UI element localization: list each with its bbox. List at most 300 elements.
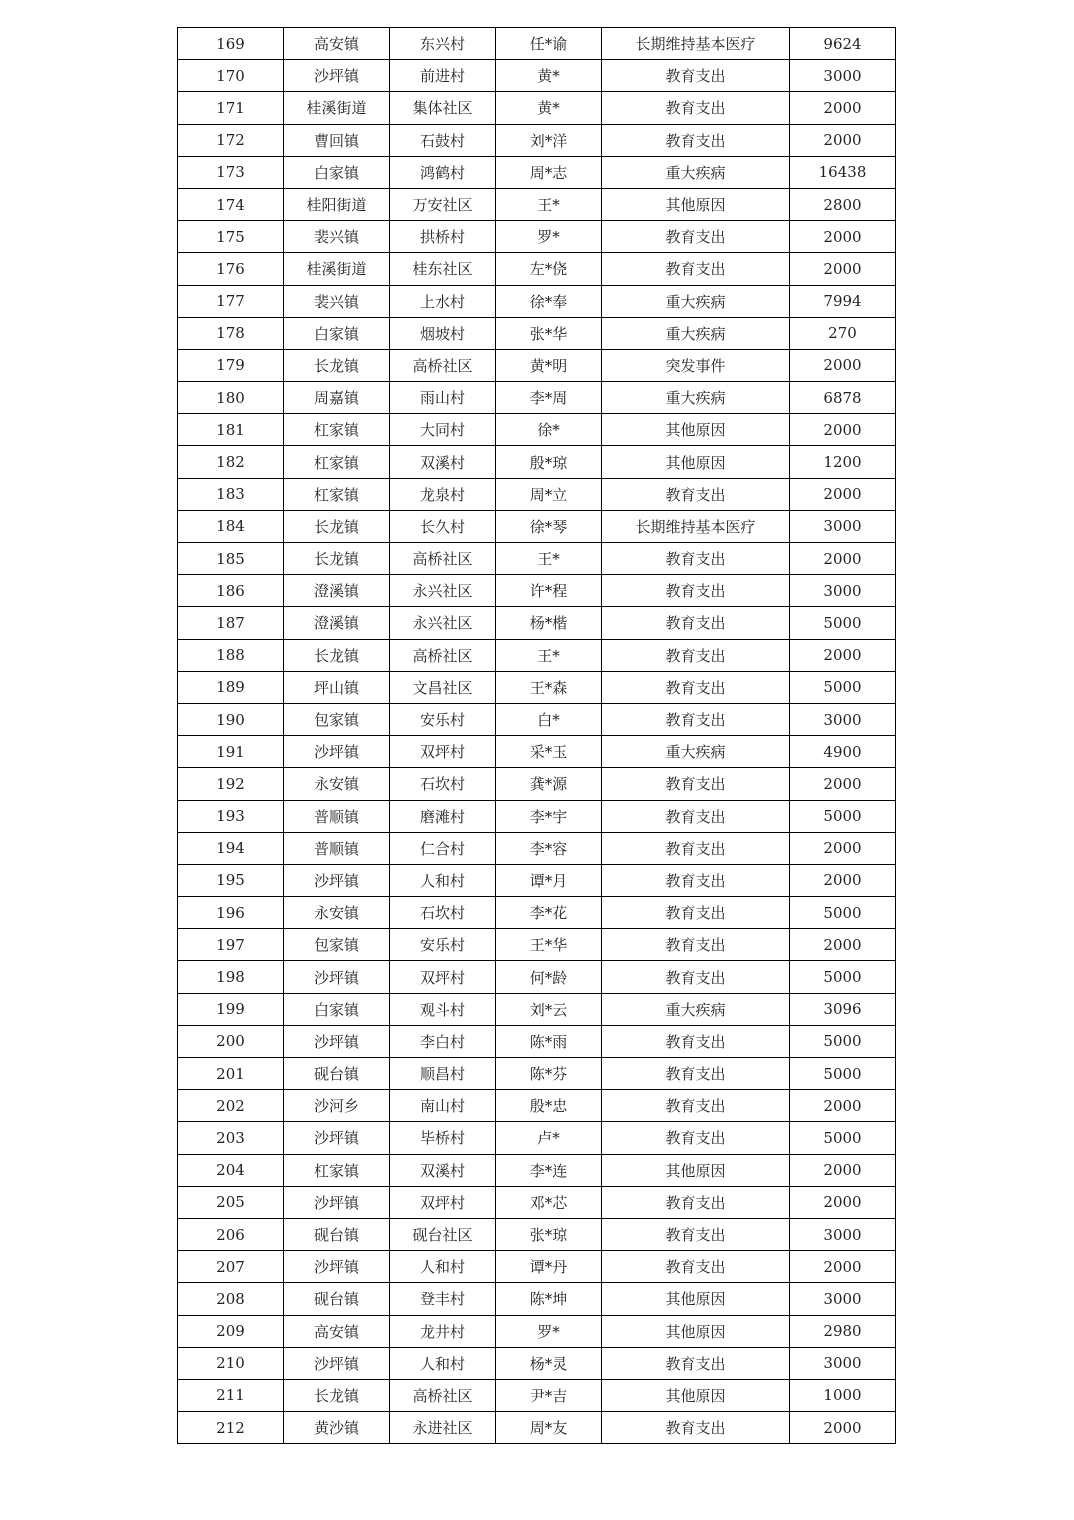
table-row bbox=[178, 575, 896, 607]
recipient-name-cell: 谭*月 bbox=[496, 864, 602, 896]
reason-cell: 教育支出 bbox=[602, 575, 790, 607]
row-number-cell: 186 bbox=[178, 575, 284, 607]
table-row bbox=[178, 864, 896, 896]
township-cell: 澄溪镇 bbox=[284, 575, 390, 607]
amount-cell: 2800 bbox=[790, 188, 896, 220]
recipient-name-cell: 卢* bbox=[496, 1122, 602, 1154]
village-cell: 集体社区 bbox=[390, 92, 496, 124]
recipient-name-cell: 陈*雨 bbox=[496, 1025, 602, 1057]
township-cell: 杠家镇 bbox=[284, 1154, 390, 1186]
table-row bbox=[178, 1315, 896, 1347]
reason-cell: 教育支出 bbox=[602, 1186, 790, 1218]
reason-cell: 重大疾病 bbox=[602, 736, 790, 768]
table-row bbox=[178, 929, 896, 961]
township-cell: 普顺镇 bbox=[284, 800, 390, 832]
village-cell: 龙泉村 bbox=[390, 478, 496, 510]
table-row bbox=[178, 1379, 896, 1411]
recipient-name-cell: 李*宇 bbox=[496, 800, 602, 832]
township-cell: 沙坪镇 bbox=[284, 1251, 390, 1283]
recipient-name-cell: 王* bbox=[496, 543, 602, 575]
reason-cell: 其他原因 bbox=[602, 414, 790, 446]
row-number-cell: 204 bbox=[178, 1154, 284, 1186]
recipient-name-cell: 张*琼 bbox=[496, 1218, 602, 1250]
table-row bbox=[178, 382, 896, 414]
village-cell: 人和村 bbox=[390, 864, 496, 896]
row-number-cell: 212 bbox=[178, 1412, 284, 1444]
village-cell: 雨山村 bbox=[390, 382, 496, 414]
reason-cell: 教育支出 bbox=[602, 253, 790, 285]
village-cell: 大同村 bbox=[390, 414, 496, 446]
row-number-cell: 193 bbox=[178, 800, 284, 832]
village-cell: 双坪村 bbox=[390, 1186, 496, 1218]
table-row bbox=[178, 736, 896, 768]
village-cell: 人和村 bbox=[390, 1347, 496, 1379]
village-cell: 东兴村 bbox=[390, 28, 496, 60]
recipient-name-cell: 白* bbox=[496, 703, 602, 735]
township-cell: 长龙镇 bbox=[284, 543, 390, 575]
amount-cell: 2000 bbox=[790, 832, 896, 864]
township-cell: 长龙镇 bbox=[284, 349, 390, 381]
amount-cell: 3000 bbox=[790, 510, 896, 542]
township-cell: 砚台镇 bbox=[284, 1058, 390, 1090]
table-row bbox=[178, 1025, 896, 1057]
village-cell: 永兴社区 bbox=[390, 575, 496, 607]
reason-cell: 重大疾病 bbox=[602, 382, 790, 414]
table-row bbox=[178, 510, 896, 542]
reason-cell: 教育支出 bbox=[602, 864, 790, 896]
row-number-cell: 200 bbox=[178, 1025, 284, 1057]
recipient-name-cell: 谭*丹 bbox=[496, 1251, 602, 1283]
village-cell: 仁合村 bbox=[390, 832, 496, 864]
village-cell: 双溪村 bbox=[390, 446, 496, 478]
reason-cell: 其他原因 bbox=[602, 446, 790, 478]
recipient-name-cell: 陈*坤 bbox=[496, 1283, 602, 1315]
recipient-name-cell: 任*谕 bbox=[496, 28, 602, 60]
recipient-name-cell: 陈*芬 bbox=[496, 1058, 602, 1090]
township-cell: 曹回镇 bbox=[284, 124, 390, 156]
recipient-name-cell: 徐*奉 bbox=[496, 285, 602, 317]
recipient-name-cell: 罗* bbox=[496, 1315, 602, 1347]
reason-cell: 教育支出 bbox=[602, 832, 790, 864]
village-cell: 拱桥村 bbox=[390, 221, 496, 253]
table-row bbox=[178, 607, 896, 639]
reason-cell: 教育支出 bbox=[602, 478, 790, 510]
amount-cell: 2000 bbox=[790, 1251, 896, 1283]
reason-cell: 长期维持基本医疗 bbox=[602, 510, 790, 542]
reason-cell: 其他原因 bbox=[602, 1379, 790, 1411]
village-cell: 李白村 bbox=[390, 1025, 496, 1057]
recipient-name-cell: 徐*琴 bbox=[496, 510, 602, 542]
township-cell: 澄溪镇 bbox=[284, 607, 390, 639]
reason-cell: 其他原因 bbox=[602, 188, 790, 220]
amount-cell: 2000 bbox=[790, 1186, 896, 1218]
township-cell: 包家镇 bbox=[284, 703, 390, 735]
row-number-cell: 174 bbox=[178, 188, 284, 220]
township-cell: 沙河乡 bbox=[284, 1090, 390, 1122]
recipient-name-cell: 左*侥 bbox=[496, 253, 602, 285]
township-cell: 包家镇 bbox=[284, 929, 390, 961]
table-row bbox=[178, 961, 896, 993]
township-cell: 高安镇 bbox=[284, 1315, 390, 1347]
township-cell: 桂溪街道 bbox=[284, 92, 390, 124]
table-row bbox=[178, 478, 896, 510]
row-number-cell: 196 bbox=[178, 897, 284, 929]
table-row bbox=[178, 60, 896, 92]
recipient-name-cell: 李*花 bbox=[496, 897, 602, 929]
recipient-name-cell: 王* bbox=[496, 188, 602, 220]
village-cell: 高桥社区 bbox=[390, 349, 496, 381]
recipient-name-cell: 周*志 bbox=[496, 156, 602, 188]
recipient-name-cell: 尹*吉 bbox=[496, 1379, 602, 1411]
reason-cell: 教育支出 bbox=[602, 92, 790, 124]
village-cell: 观斗村 bbox=[390, 993, 496, 1025]
amount-cell: 2980 bbox=[790, 1315, 896, 1347]
amount-cell: 3000 bbox=[790, 1347, 896, 1379]
amount-cell: 3096 bbox=[790, 993, 896, 1025]
amount-cell: 6878 bbox=[790, 382, 896, 414]
amount-cell: 2000 bbox=[790, 253, 896, 285]
reason-cell: 教育支出 bbox=[602, 607, 790, 639]
table-row bbox=[178, 543, 896, 575]
village-cell: 烟坡村 bbox=[390, 317, 496, 349]
reason-cell: 长期维持基本医疗 bbox=[602, 28, 790, 60]
table-row bbox=[178, 993, 896, 1025]
amount-cell: 1000 bbox=[790, 1379, 896, 1411]
reason-cell: 教育支出 bbox=[602, 703, 790, 735]
township-cell: 砚台镇 bbox=[284, 1283, 390, 1315]
table-row bbox=[178, 1347, 896, 1379]
amount-cell: 3000 bbox=[790, 575, 896, 607]
row-number-cell: 209 bbox=[178, 1315, 284, 1347]
table-row bbox=[178, 768, 896, 800]
village-cell: 双坪村 bbox=[390, 736, 496, 768]
reason-cell: 教育支出 bbox=[602, 1218, 790, 1250]
reason-cell: 教育支出 bbox=[602, 897, 790, 929]
township-cell: 沙坪镇 bbox=[284, 1025, 390, 1057]
amount-cell: 5000 bbox=[790, 800, 896, 832]
recipient-name-cell: 刘*云 bbox=[496, 993, 602, 1025]
recipient-name-cell: 徐* bbox=[496, 414, 602, 446]
village-cell: 鸿鹤村 bbox=[390, 156, 496, 188]
recipient-name-cell: 邓*芯 bbox=[496, 1186, 602, 1218]
recipient-name-cell: 杨*灵 bbox=[496, 1347, 602, 1379]
row-number-cell: 187 bbox=[178, 607, 284, 639]
reason-cell: 重大疾病 bbox=[602, 156, 790, 188]
recipient-name-cell: 采*玉 bbox=[496, 736, 602, 768]
amount-cell: 5000 bbox=[790, 607, 896, 639]
recipient-name-cell: 黄*明 bbox=[496, 349, 602, 381]
row-number-cell: 208 bbox=[178, 1283, 284, 1315]
amount-cell: 2000 bbox=[790, 349, 896, 381]
amount-cell: 4900 bbox=[790, 736, 896, 768]
village-cell: 南山村 bbox=[390, 1090, 496, 1122]
village-cell: 磨滩村 bbox=[390, 800, 496, 832]
village-cell: 顺昌村 bbox=[390, 1058, 496, 1090]
township-cell: 沙坪镇 bbox=[284, 1122, 390, 1154]
row-number-cell: 190 bbox=[178, 703, 284, 735]
table-row bbox=[178, 671, 896, 703]
row-number-cell: 170 bbox=[178, 60, 284, 92]
township-cell: 沙坪镇 bbox=[284, 1186, 390, 1218]
amount-cell: 2000 bbox=[790, 543, 896, 575]
row-number-cell: 178 bbox=[178, 317, 284, 349]
table-body bbox=[178, 28, 896, 1444]
reason-cell: 教育支出 bbox=[602, 961, 790, 993]
recipient-name-cell: 殷*忠 bbox=[496, 1090, 602, 1122]
amount-cell: 5000 bbox=[790, 1122, 896, 1154]
row-number-cell: 180 bbox=[178, 382, 284, 414]
township-cell: 沙坪镇 bbox=[284, 864, 390, 896]
reason-cell: 教育支出 bbox=[602, 1412, 790, 1444]
recipient-name-cell: 周*友 bbox=[496, 1412, 602, 1444]
table-row bbox=[178, 1090, 896, 1122]
row-number-cell: 205 bbox=[178, 1186, 284, 1218]
reason-cell: 教育支出 bbox=[602, 671, 790, 703]
amount-cell: 2000 bbox=[790, 414, 896, 446]
table-row bbox=[178, 1218, 896, 1250]
amount-cell: 2000 bbox=[790, 478, 896, 510]
recipient-name-cell: 罗* bbox=[496, 221, 602, 253]
amount-cell: 2000 bbox=[790, 1090, 896, 1122]
village-cell: 高桥社区 bbox=[390, 639, 496, 671]
table-row bbox=[178, 285, 896, 317]
village-cell: 双溪村 bbox=[390, 1154, 496, 1186]
recipient-name-cell: 杨*楷 bbox=[496, 607, 602, 639]
table-row bbox=[178, 446, 896, 478]
amount-cell: 3000 bbox=[790, 703, 896, 735]
reason-cell: 教育支出 bbox=[602, 1122, 790, 1154]
row-number-cell: 184 bbox=[178, 510, 284, 542]
village-cell: 双坪村 bbox=[390, 961, 496, 993]
row-number-cell: 172 bbox=[178, 124, 284, 156]
village-cell: 砚台社区 bbox=[390, 1218, 496, 1250]
reason-cell: 教育支出 bbox=[602, 639, 790, 671]
village-cell: 石坎村 bbox=[390, 897, 496, 929]
table-row bbox=[178, 253, 896, 285]
township-cell: 裴兴镇 bbox=[284, 285, 390, 317]
village-cell: 永兴社区 bbox=[390, 607, 496, 639]
recipient-name-cell: 何*龄 bbox=[496, 961, 602, 993]
reason-cell: 教育支出 bbox=[602, 1347, 790, 1379]
row-number-cell: 185 bbox=[178, 543, 284, 575]
township-cell: 裴兴镇 bbox=[284, 221, 390, 253]
row-number-cell: 169 bbox=[178, 28, 284, 60]
reason-cell: 教育支出 bbox=[602, 1251, 790, 1283]
township-cell: 杠家镇 bbox=[284, 478, 390, 510]
township-cell: 桂阳街道 bbox=[284, 188, 390, 220]
table-row bbox=[178, 639, 896, 671]
township-cell: 长龙镇 bbox=[284, 1379, 390, 1411]
village-cell: 石鼓村 bbox=[390, 124, 496, 156]
row-number-cell: 191 bbox=[178, 736, 284, 768]
village-cell: 长久村 bbox=[390, 510, 496, 542]
township-cell: 永安镇 bbox=[284, 768, 390, 800]
reason-cell: 重大疾病 bbox=[602, 317, 790, 349]
row-number-cell: 177 bbox=[178, 285, 284, 317]
row-number-cell: 206 bbox=[178, 1218, 284, 1250]
amount-cell: 2000 bbox=[790, 124, 896, 156]
row-number-cell: 198 bbox=[178, 961, 284, 993]
table-row bbox=[178, 1186, 896, 1218]
reason-cell: 教育支出 bbox=[602, 124, 790, 156]
township-cell: 长龙镇 bbox=[284, 639, 390, 671]
reason-cell: 教育支出 bbox=[602, 60, 790, 92]
township-cell: 高安镇 bbox=[284, 28, 390, 60]
row-number-cell: 182 bbox=[178, 446, 284, 478]
table-row bbox=[178, 1154, 896, 1186]
village-cell: 高桥社区 bbox=[390, 543, 496, 575]
recipient-name-cell: 黄* bbox=[496, 60, 602, 92]
table-row bbox=[178, 124, 896, 156]
amount-cell: 2000 bbox=[790, 221, 896, 253]
amount-cell: 2000 bbox=[790, 929, 896, 961]
amount-cell: 16438 bbox=[790, 156, 896, 188]
amount-cell: 1200 bbox=[790, 446, 896, 478]
recipient-name-cell: 张*华 bbox=[496, 317, 602, 349]
table-row bbox=[178, 92, 896, 124]
row-number-cell: 194 bbox=[178, 832, 284, 864]
row-number-cell: 171 bbox=[178, 92, 284, 124]
township-cell: 长龙镇 bbox=[284, 510, 390, 542]
reason-cell: 教育支出 bbox=[602, 1058, 790, 1090]
village-cell: 前进村 bbox=[390, 60, 496, 92]
table-row bbox=[178, 1251, 896, 1283]
village-cell: 毕桥村 bbox=[390, 1122, 496, 1154]
table-row bbox=[178, 156, 896, 188]
table-row bbox=[178, 188, 896, 220]
row-number-cell: 173 bbox=[178, 156, 284, 188]
table-row bbox=[178, 28, 896, 60]
village-cell: 高桥社区 bbox=[390, 1379, 496, 1411]
table-row bbox=[178, 1283, 896, 1315]
village-cell: 安乐村 bbox=[390, 703, 496, 735]
recipient-name-cell: 刘*洋 bbox=[496, 124, 602, 156]
row-number-cell: 202 bbox=[178, 1090, 284, 1122]
reason-cell: 突发事件 bbox=[602, 349, 790, 381]
township-cell: 杠家镇 bbox=[284, 446, 390, 478]
township-cell: 杠家镇 bbox=[284, 414, 390, 446]
township-cell: 黄沙镇 bbox=[284, 1412, 390, 1444]
township-cell: 坪山镇 bbox=[284, 671, 390, 703]
row-number-cell: 192 bbox=[178, 768, 284, 800]
row-number-cell: 203 bbox=[178, 1122, 284, 1154]
reason-cell: 其他原因 bbox=[602, 1283, 790, 1315]
township-cell: 沙坪镇 bbox=[284, 60, 390, 92]
assistance-table bbox=[177, 27, 896, 1444]
amount-cell: 270 bbox=[790, 317, 896, 349]
reason-cell: 教育支出 bbox=[602, 1090, 790, 1122]
amount-cell: 7994 bbox=[790, 285, 896, 317]
village-cell: 永进社区 bbox=[390, 1412, 496, 1444]
village-cell: 桂东社区 bbox=[390, 253, 496, 285]
township-cell: 沙坪镇 bbox=[284, 961, 390, 993]
reason-cell: 教育支出 bbox=[602, 800, 790, 832]
amount-cell: 3000 bbox=[790, 1283, 896, 1315]
township-cell: 永安镇 bbox=[284, 897, 390, 929]
row-number-cell: 211 bbox=[178, 1379, 284, 1411]
amount-cell: 5000 bbox=[790, 1025, 896, 1057]
amount-cell: 2000 bbox=[790, 1412, 896, 1444]
recipient-name-cell: 殷*琼 bbox=[496, 446, 602, 478]
row-number-cell: 207 bbox=[178, 1251, 284, 1283]
row-number-cell: 181 bbox=[178, 414, 284, 446]
recipient-name-cell: 龚*源 bbox=[496, 768, 602, 800]
reason-cell: 重大疾病 bbox=[602, 993, 790, 1025]
table-row bbox=[178, 317, 896, 349]
table-row bbox=[178, 703, 896, 735]
row-number-cell: 183 bbox=[178, 478, 284, 510]
amount-cell: 2000 bbox=[790, 1154, 896, 1186]
township-cell: 砚台镇 bbox=[284, 1218, 390, 1250]
township-cell: 白家镇 bbox=[284, 993, 390, 1025]
reason-cell: 教育支出 bbox=[602, 929, 790, 961]
amount-cell: 5000 bbox=[790, 961, 896, 993]
row-number-cell: 176 bbox=[178, 253, 284, 285]
recipient-name-cell: 李*容 bbox=[496, 832, 602, 864]
amount-cell: 9624 bbox=[790, 28, 896, 60]
amount-cell: 5000 bbox=[790, 671, 896, 703]
reason-cell: 教育支出 bbox=[602, 768, 790, 800]
township-cell: 桂溪街道 bbox=[284, 253, 390, 285]
table-row bbox=[178, 221, 896, 253]
recipient-name-cell: 许*程 bbox=[496, 575, 602, 607]
village-cell: 人和村 bbox=[390, 1251, 496, 1283]
row-number-cell: 199 bbox=[178, 993, 284, 1025]
table-row bbox=[178, 349, 896, 381]
village-cell: 登丰村 bbox=[390, 1283, 496, 1315]
village-cell: 上水村 bbox=[390, 285, 496, 317]
township-cell: 白家镇 bbox=[284, 156, 390, 188]
amount-cell: 2000 bbox=[790, 639, 896, 671]
table-row bbox=[178, 832, 896, 864]
row-number-cell: 195 bbox=[178, 864, 284, 896]
row-number-cell: 188 bbox=[178, 639, 284, 671]
row-number-cell: 175 bbox=[178, 221, 284, 253]
table-row bbox=[178, 800, 896, 832]
village-cell: 万安社区 bbox=[390, 188, 496, 220]
village-cell: 安乐村 bbox=[390, 929, 496, 961]
reason-cell: 其他原因 bbox=[602, 1154, 790, 1186]
recipient-name-cell: 李*周 bbox=[496, 382, 602, 414]
recipient-name-cell: 黄* bbox=[496, 92, 602, 124]
table-row bbox=[178, 414, 896, 446]
recipient-name-cell: 王*华 bbox=[496, 929, 602, 961]
row-number-cell: 197 bbox=[178, 929, 284, 961]
amount-cell: 2000 bbox=[790, 92, 896, 124]
recipient-name-cell: 王*森 bbox=[496, 671, 602, 703]
village-cell: 龙井村 bbox=[390, 1315, 496, 1347]
table-row bbox=[178, 1122, 896, 1154]
amount-cell: 3000 bbox=[790, 1218, 896, 1250]
table-row bbox=[178, 1412, 896, 1444]
reason-cell: 教育支出 bbox=[602, 543, 790, 575]
village-cell: 文昌社区 bbox=[390, 671, 496, 703]
row-number-cell: 179 bbox=[178, 349, 284, 381]
reason-cell: 其他原因 bbox=[602, 1315, 790, 1347]
township-cell: 普顺镇 bbox=[284, 832, 390, 864]
row-number-cell: 189 bbox=[178, 671, 284, 703]
amount-cell: 2000 bbox=[790, 864, 896, 896]
amount-cell: 5000 bbox=[790, 897, 896, 929]
row-number-cell: 210 bbox=[178, 1347, 284, 1379]
amount-cell: 3000 bbox=[790, 60, 896, 92]
recipient-name-cell: 周*立 bbox=[496, 478, 602, 510]
amount-cell: 5000 bbox=[790, 1058, 896, 1090]
table-row bbox=[178, 1058, 896, 1090]
township-cell: 白家镇 bbox=[284, 317, 390, 349]
recipient-name-cell: 王* bbox=[496, 639, 602, 671]
township-cell: 沙坪镇 bbox=[284, 1347, 390, 1379]
